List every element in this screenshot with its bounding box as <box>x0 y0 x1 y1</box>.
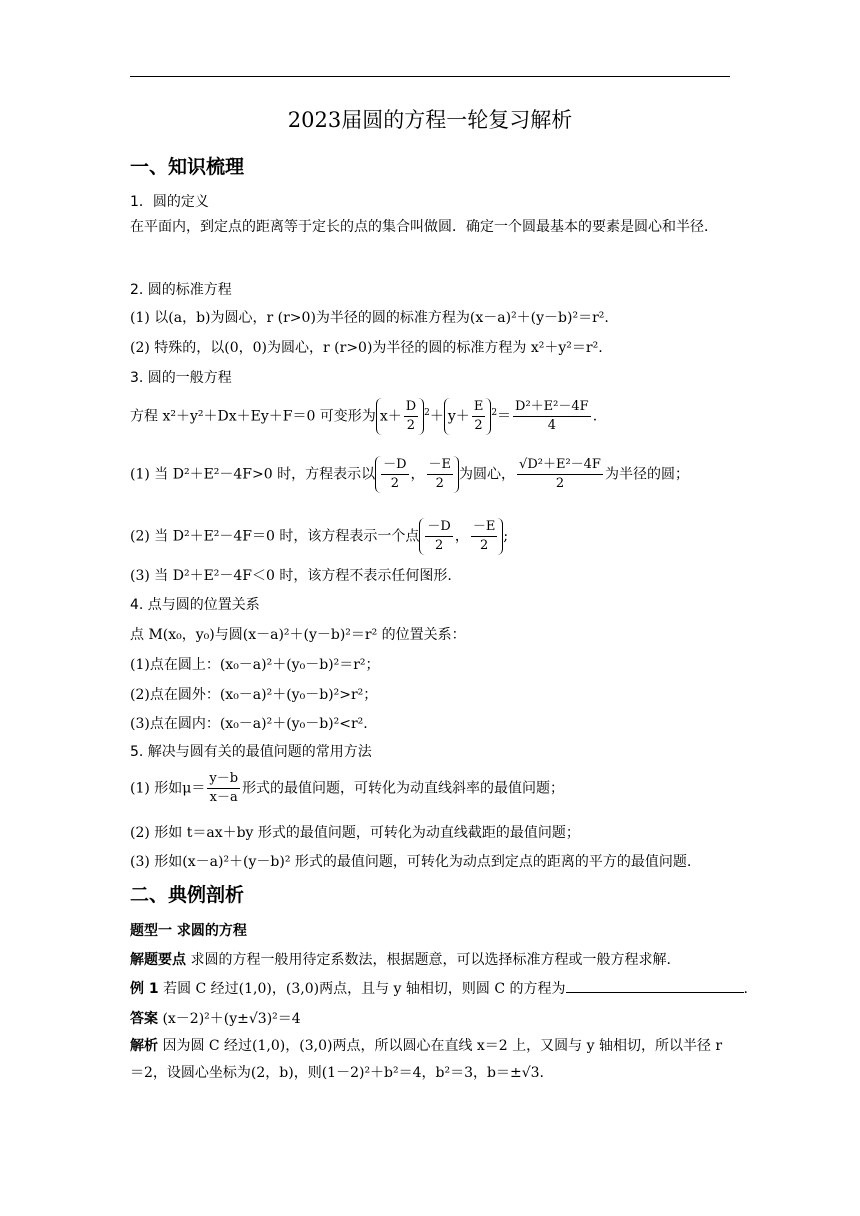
fraction-rhs <box>513 398 591 435</box>
paren-group-x <box>376 398 424 435</box>
standard-equation-line-1: (1) 以(a，b)为圆心，r (r>0)为半径的圆的标准方程为(x－a)²＋(y－b)²＝r². <box>130 310 609 326</box>
general-equation-case-2: (2) 当 D²＋E²－4F＝0 时，该方程表示一个点 $\frac{-D}{2}$ ， $\frac{-E}{2}$ ; <box>130 519 509 553</box>
solution-text: 因为圆 C 经过(1,0)，(3,0)两点，所以圆心在直线 x＝2 上，又圆与 y 轴相切，所以半径 r＝2，设圆心坐标为(2，b)，则(1－2)²＋b²＝4，b²＝3，b＝±√3. <box>130 1038 723 1081</box>
method-slope <box>130 770 564 807</box>
solution-label: 解析 <box>130 1038 158 1054</box>
frac-num: －D <box>381 456 408 475</box>
single-point: $\frac{-D}{2}$ ， $\frac{-E}{2}$ <box>419 518 503 555</box>
paren-group-y <box>444 398 491 435</box>
fraction-radius <box>517 456 603 493</box>
heading-extreme-value-methods: 5. 解决与圆有关的最值问题的常用方法 <box>130 744 372 760</box>
key-points <box>130 949 671 969</box>
example-label: 例 1 <box>130 981 159 997</box>
fraction-neg-e <box>427 456 454 493</box>
frac-num: D <box>404 398 418 417</box>
frac-den: 2 <box>406 418 416 433</box>
answer-text: (x－2)²＋(y±√3)²＝4 <box>158 1011 301 1027</box>
point-relation-intro: 点 M(x₀，y₀)与圆(x－a)²＋(y－b)²＝r² 的位置关系： <box>130 627 466 643</box>
fraction-slope <box>207 770 240 807</box>
method-1-suffix: 形式的最值问题，可转化为动直线斜率的最值问题； <box>242 780 565 797</box>
solution <box>130 1033 730 1087</box>
answer <box>130 1008 301 1028</box>
general-equation-text: 方程 x²＋y²＋Dx＋Ey＋F＝0 可变形为 <box>130 408 376 425</box>
frac-den: 4 <box>547 418 556 433</box>
radius-label: 为半径的圆； <box>604 466 689 483</box>
general-equation-transform: 方程 x²＋y²＋Dx＋Ey＋F＝0 可变形为 x＋ $\frac{D}{2}$ $^2$＋ y＋ $\frac{E}{2}$ $^2$＝ $\frac{\text{D²＋E²－4F}}{4}$ . <box>130 399 598 433</box>
answer-blank <box>566 978 744 993</box>
example-end: . <box>743 981 748 997</box>
frac-den: x－a <box>209 790 238 805</box>
fraction-d-over-2 <box>404 398 418 435</box>
section-heading-examples: 二、典例剖析 <box>130 884 245 906</box>
example-text: 若圆 C 经过(1,0)，(3,0)两点，且与 y 轴相切，则圆 C 的方程为 <box>158 981 566 997</box>
frac-den: 2 <box>479 538 489 553</box>
frac-den: 2 <box>390 476 399 491</box>
point-outside-circle: (2)点在圆外：(x₀－a)²＋(y₀－b)²>r²； <box>130 687 378 703</box>
center-point: $\frac{-D}{2}$ ， $\frac{-E}{2}$ <box>375 456 459 493</box>
heading-general-equation: 3. 圆的一般方程 <box>130 370 232 386</box>
frac-den: 2 <box>555 476 565 491</box>
frac-num: －E <box>427 456 454 475</box>
frac-num: －E <box>471 518 498 537</box>
fraction-neg-d <box>425 518 452 555</box>
case-1-text: (1) 当 D²＋E²－4F>0 时，方程表示以 <box>130 466 376 483</box>
fraction-neg-e <box>471 518 498 555</box>
method-1-prefix: (1) 形如μ＝ <box>130 780 206 797</box>
frac-den: 2 <box>474 418 483 433</box>
method-distance: (3) 形如(x－a)²＋(y－b)² 形式的最值问题，可转化为动点到定点的距离的平方的最值问题. <box>130 854 692 870</box>
question-type-1-heading: 题型一 求圆的方程 <box>130 923 247 939</box>
section-heading-knowledge: 一、知识梳理 <box>130 156 245 178</box>
example-1 <box>130 978 748 998</box>
fraction-neg-d <box>381 456 408 493</box>
page-title: 2023届圆的方程一轮复习解析 <box>287 108 573 132</box>
general-equation-case-1 <box>130 456 689 493</box>
x-plus: x＋ <box>379 408 402 425</box>
frac-den: 2 <box>435 476 444 491</box>
center-label: 为圆心， <box>459 466 516 483</box>
heading-circle-definition: 1．圆的定义 <box>130 194 209 210</box>
heading-point-circle-relation: 4. 点与圆的位置关系 <box>130 597 260 613</box>
header-rule <box>130 76 730 77</box>
heading-standard-equation: 2. 圆的标准方程 <box>130 282 232 298</box>
frac-num: y－b <box>207 770 240 789</box>
key-points-text: 求圆的方程一般用待定系数法，根据题意，可以选择标准方程或一般方程求解. <box>186 952 671 968</box>
frac-num: E <box>472 398 486 417</box>
frac-num: D²＋E²－4F <box>513 398 591 417</box>
answer-label: 答案 <box>130 1011 158 1027</box>
frac-num: －D <box>425 518 452 537</box>
circle-definition-text: 在平面内，到定点的距离等于定长的点的集合叫做圆．确定一个圆最基本的要素是圆心和半径． <box>130 219 718 235</box>
general-equation-case-3: (3) 当 D²＋E²－4F＜0 时，该方程不表示任何图形. <box>130 568 452 584</box>
key-points-label: 解题要点 <box>130 952 186 968</box>
method-intercept: (2) 形如 t＝ax＋by 形式的最值问题，可转化为动直线截距的最值问题； <box>130 825 580 841</box>
equals-sign: ＝ <box>497 408 512 425</box>
frac-den: 2 <box>434 538 444 553</box>
fraction-e-over-2 <box>472 398 486 435</box>
y-plus: y＋ <box>447 408 470 425</box>
point-inside-circle: (3)点在圆内：(x₀－a)²＋(y₀－b)²<r². <box>130 716 368 732</box>
frac-num: √D²＋E²－4F <box>517 456 603 475</box>
case-2-text: (2) 当 D²＋E²－4F＝0 时，该方程表示一个点 <box>130 528 420 545</box>
standard-equation-line-2: (2) 特殊的，以(0，0)为圆心，r (r>0)为半径的圆的标准方程为 x²＋y²＝r². <box>130 340 603 356</box>
point-on-circle: (1)点在圆上：(x₀－a)²＋(y₀－b)²＝r²； <box>130 657 380 673</box>
